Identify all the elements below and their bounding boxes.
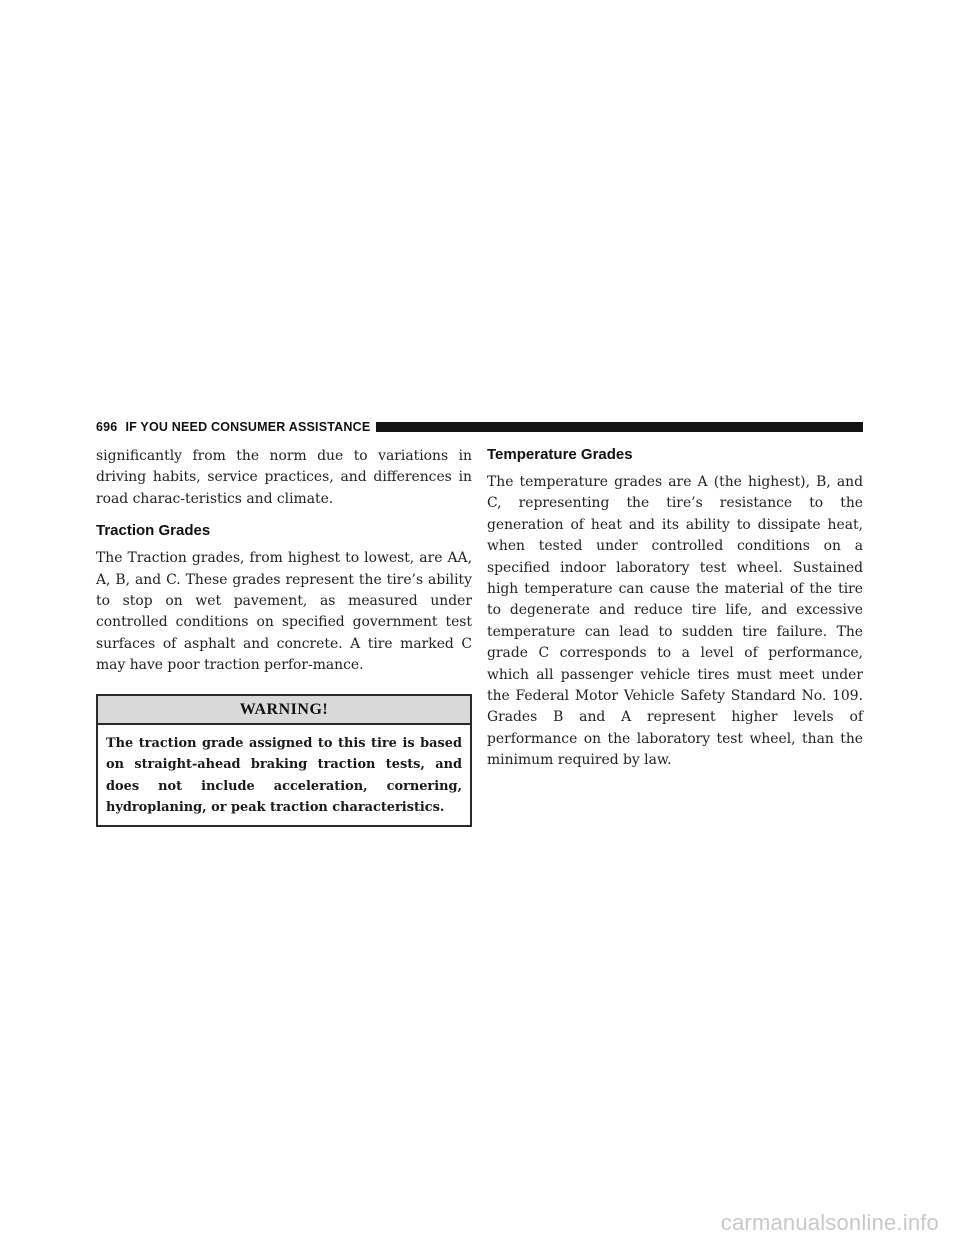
page-number: 696: [96, 420, 118, 434]
temperature-grades-heading: Temperature Grades: [487, 446, 633, 463]
warning-text: The traction grade assigned to this tire is based on straight-ahead braking traction tests, and does not include acceleration, cornering, hydroplaning, or peak traction characteristics.: [106, 735, 462, 816]
warning-title: WARNING!: [98, 696, 470, 725]
temperature-grades-paragraph: The temperature grades are A (the highest), B, and C, representing the tire’s resistance to the generation of heat and its ability to dissipate heat, when tested under controlled conditions on a specified indoor laboratory test wheel. Sustained high temperature can cause the material of the tire to degenerate and reduce tire life, and excessive temperature can lead to sudden tire failure. The grade C corresponds to a level of performance, which all passenger vehicle tires must meet under the Federal Motor Vehicle Safety Standard No. 109. Grades B and A represent higher levels of performance on the laboratory test wheel, than the minimum required by law.: [487, 474, 863, 769]
traction-grades-paragraph: The Traction grades, from highest to lowest, are AA, A, B, and C. These grades represent the tire’s ability to stop on wet pavement, as measured under controlled conditions on specified government test surfaces of asphalt and concrete. A tire marked C may have poor traction perfor-mance.: [96, 550, 472, 674]
watermark: carmanualsonline.info: [720, 1210, 939, 1235]
page-header: [96, 417, 863, 437]
section-title: IF YOU NEED CONSUMER ASSISTANCE: [125, 420, 371, 434]
left-column: [96, 446, 472, 827]
right-column: [487, 446, 863, 772]
traction-grades-heading: Traction Grades: [96, 522, 211, 540]
header-rule: [376, 422, 863, 432]
intro-paragraph: significantly from the norm due to variations in driving habits, service practices, and differences in road charac-teristics and climate.: [96, 448, 472, 507]
warning-box: [96, 694, 472, 827]
